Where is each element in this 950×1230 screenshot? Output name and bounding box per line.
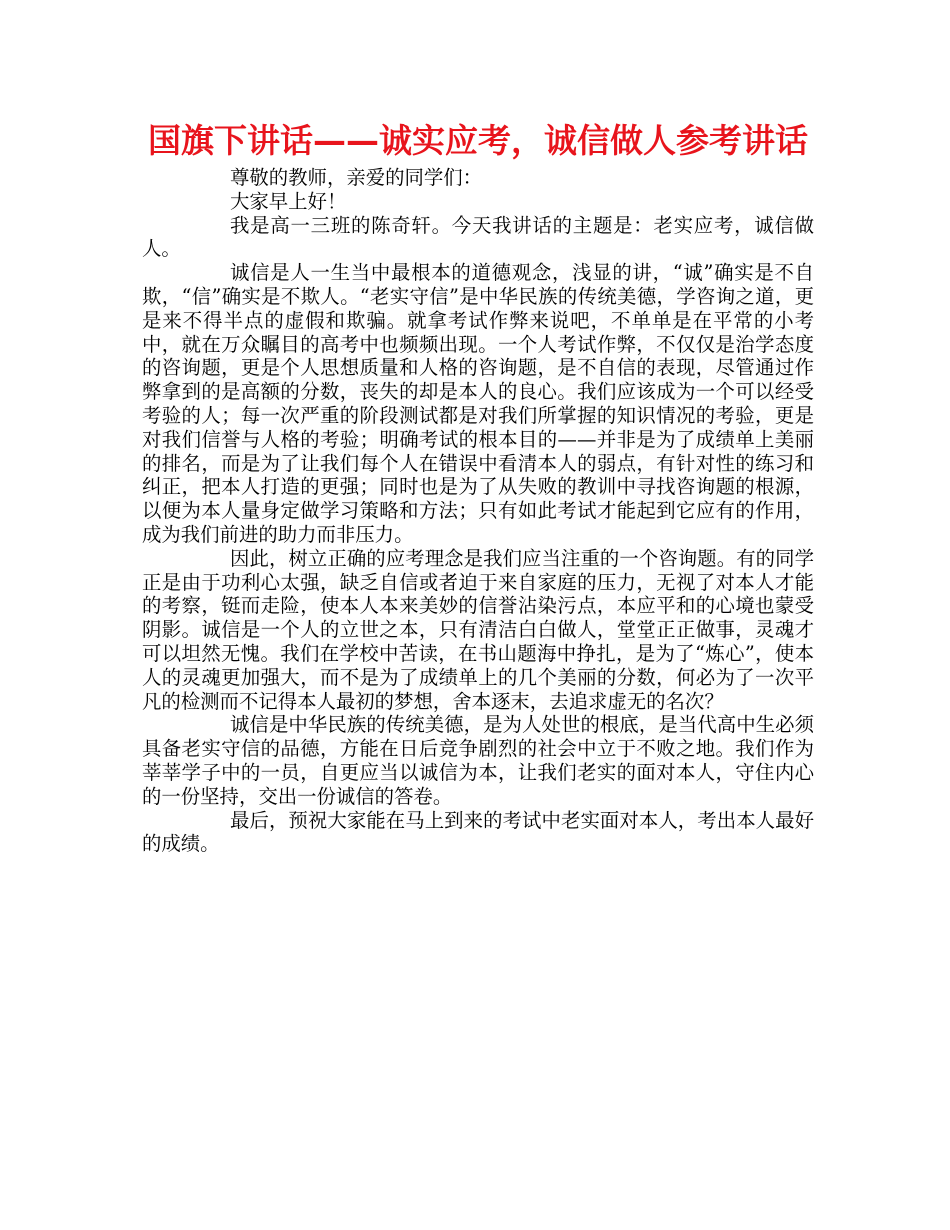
paragraph-integrity: 诚信是人一生当中最根本的道德观念，浅显的讲，“诚”确实是不自欺，“信”确实是不欺人。“老实守信”是中华民族的传统美德，学咨询之道，更是来不得半点的虚假和欺骗。就拿考试作弊来说吧，不单单是在平常的小考中，就在万众瞩目的高考中也频频出现。一个人考试作弊，不仅仅是治学态度的咨询题，更是个人思想质量和人格的咨询题，是不自信的表现，尽管通过作弊拿到的是高额的分数，丧失的却是本人的良心。我们应该成为一个可以经受考验的人；每一次严重的阶段测试都是对我们所掌握的知识情况的考验，更是对我们信誉与人格的考验；明确考试的根本目的——并非是为了成绩单上美丽的排名，而是为了让我们每个人在错误中看清本人的弱点，有针对性的练习和纠正，把本人打造的更强；同时也是为了从失败的教训中寻找咨询题的根源，以便为本人量身定做学习策略和方法；只有如此考试才能起到它应有的作用，成为我们前进的助力而非压力。 — [142, 261, 814, 546]
paragraph-virtue: 诚信是中华民族的传统美德，是为人处世的根底，是当代高中生必须具备老实守信的品德，方能在日后竞争剧烈的社会中立于不败之地。我们作为莘莘学子中的一员，自更应当以诚信为本，让我们老实的面对本人，守住内心的一份坚持，交出一份诚信的答卷。 — [142, 713, 814, 808]
salutation: 尊敬的教师，亲爱的同学们： — [230, 166, 483, 189]
paragraph-exam-attitude: 因此，树立正确的应考理念是我们应当注重的一个咨询题。有的同学正是由于功利心太强，缺乏自信或者迫于来自家庭的压力，无视了对本人才能的考察，铤而走险，使本人本来美妙的信誉沾染污点，本应平和的心境也蒙受阴影。诚信是一个人的立世之本，只有清洁白白做人，堂堂正正做事，灵魂才可以坦然无愧。我们在学校中苦读，在书山题海中挣扎，是为了“炼心”，使本人的灵魂更加强大，而不是为了成绩单上的几个美丽的分数，何必为了一次平凡的检测而不记得本人最初的梦想，舍本逐末，去追求虚无的名次？ — [142, 546, 814, 713]
document-page — [142, 118, 814, 856]
document-body — [142, 166, 814, 856]
paragraph-intro: 我是高一三班的陈奇轩。今天我讲话的主题是：老实应考，诚信做人。 — [142, 213, 814, 261]
document-title: 国旗下讲话——诚实应考，诚信做人参考讲话 — [148, 121, 808, 160]
greeting: 大家早上好！ — [230, 189, 347, 213]
paragraph-closing: 最后，预祝大家能在马上到来的考试中老实面对本人，考出本人最好的成绩。 — [142, 808, 814, 856]
